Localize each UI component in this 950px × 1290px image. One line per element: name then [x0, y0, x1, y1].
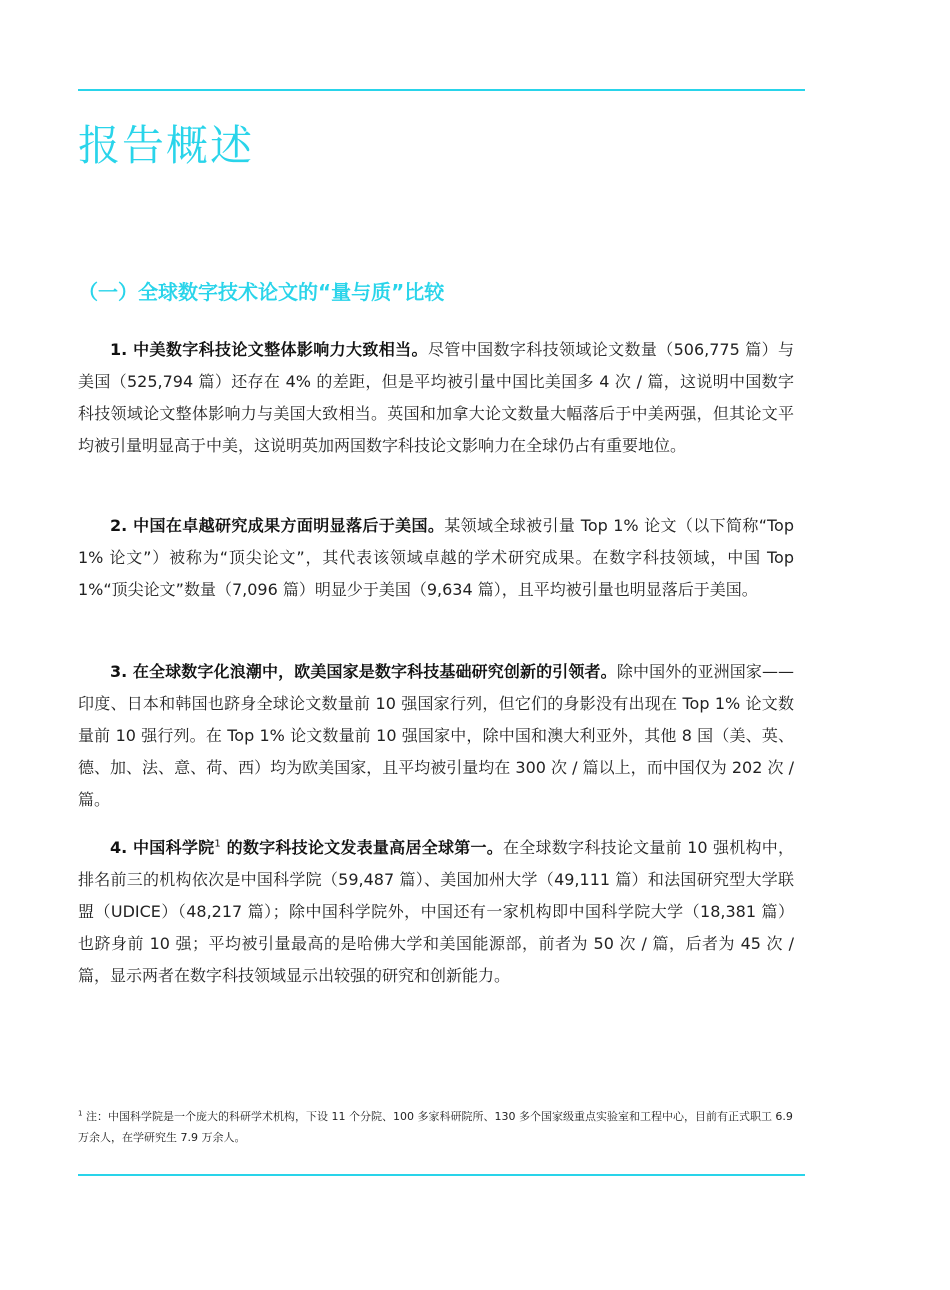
paragraph-4-lead-end: 的数字科技论文发表量高居全球第一。 — [220, 838, 504, 857]
page-title: 报告概述 — [78, 121, 255, 170]
paragraph-2-lead: 2. 中国在卓越研究成果方面明显落后于美国。 — [110, 516, 445, 535]
section-heading: （一）全球数字技术论文的“量与质”比较 — [78, 280, 445, 304]
bottom-divider — [78, 1174, 805, 1176]
paragraph-2-body: 某领域全球被引量 Top 1% 论文（以下简称“Top 1% 论文”）被称为“顶尖论文”，其代表该领域卓越的学术研究成果。在数字科技领域，中国 Top 1%“顶尖论文”数量（7,096 篇）明显少于美国（9,634 篇），且平均被引量也明显落后于美国。 — [78, 516, 794, 599]
footnote-reference[interactable]: 1 — [214, 838, 221, 850]
paragraph-4-lead-start: 4. 中国科学院 — [110, 838, 215, 857]
paragraph-2 — [78, 510, 794, 606]
paragraph-3 — [78, 656, 794, 816]
footnote-marker: 1 — [78, 1109, 83, 1118]
paragraph-1-lead: 1. 中美数字科技论文整体影响力大致相当。 — [110, 340, 428, 359]
paragraph-1-body: 尽管中国数字科技领域论文数量（506,775 篇）与美国（525,794 篇）还存在 4% 的差距，但是平均被引量中国比美国多 4 次 / 篇，这说明中国数字科技领域论文整体影响力与美国大致相当。英国和加拿大论文数量大幅落后于中美两强，但其论文平均被引量明显高于中美，这说明英加两国数字科技论文影响力在全球仍占有重要地位。 — [78, 340, 794, 455]
footnote-text: 注：中国科学院是一个庞大的科研学术机构，下设 11 个分院、100 多家科研院所、130 多个国家级重点实验室和工程中心，目前有正式职工 6.9 万余人，在学研究生 7.9 万余人。 — [78, 1110, 793, 1144]
paragraph-1 — [78, 334, 794, 462]
paragraph-4-lead — [110, 838, 503, 857]
paragraph-4-body: 在全球数字科技论文量前 10 强机构中，排名前三的机构依次是中国科学院（59,487 篇）、美国加州大学（49,111 篇）和法国研究型大学联盟（UDICE）（48,217 篇）；除中国科学院外，中国还有一家机构即中国科学院大学（18,381 篇）也跻身前 10 强；平均被引量最高的是哈佛大学和美国能源部，前者为 50 次 / 篇，后者为 45 次 / 篇，显示两者在数字科技领域显示出较强的研究和创新能力。 — [78, 838, 794, 985]
paragraph-3-lead: 3. 在全球数字化浪潮中，欧美国家是数字科技基础研究创新的引领者。 — [110, 662, 617, 681]
paragraph-4 — [78, 832, 794, 992]
top-divider — [78, 89, 805, 91]
paragraph-3-body: 除中国外的亚洲国家——印度、日本和韩国也跻身全球论文数量前 10 强国家行列，但它们的身影没有出现在 Top 1% 论文数量前 10 强行列。在 Top 1% 论文数量前 10 强国家中，除中国和澳大利亚外，其他 8 国（美、英、德、加、法、意、荷、西）均为欧美国家，且平均被引量均在 300 次 / 篇以上，而中国仅为 202 次 / 篇。 — [78, 662, 794, 809]
footnote — [78, 1106, 794, 1148]
